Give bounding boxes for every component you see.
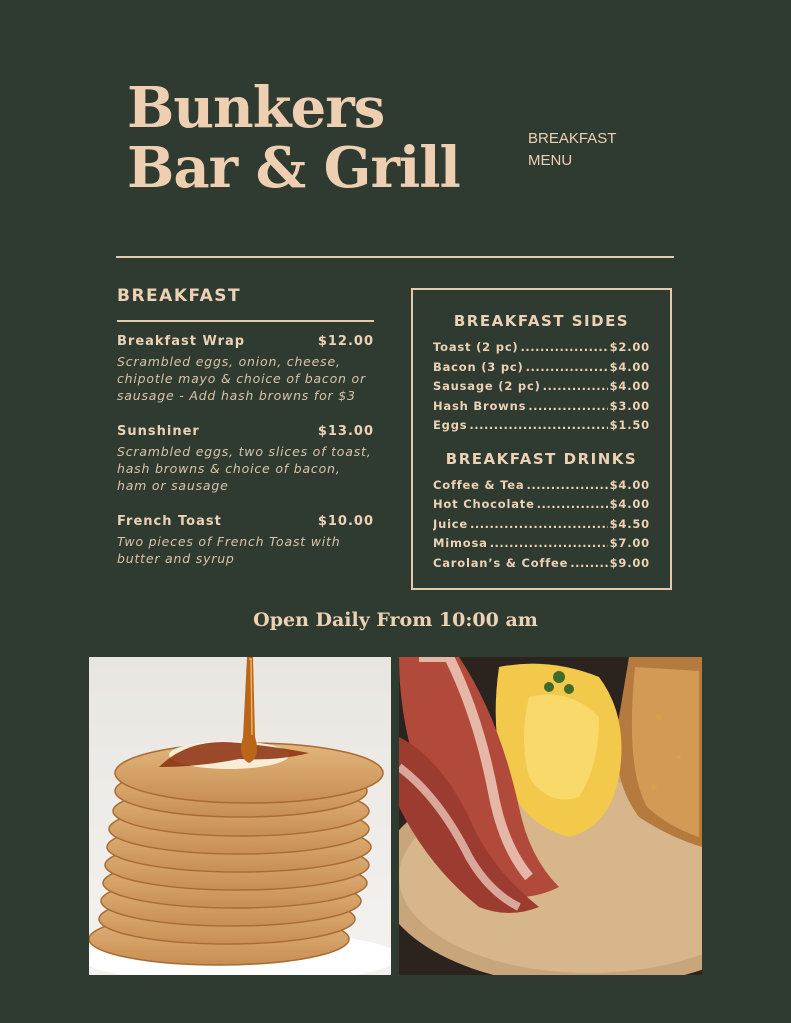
list-item [433,377,650,397]
dot-leader [526,358,608,378]
item-price: $9.00 [609,555,650,570]
list-item [433,515,650,535]
breakfast-heading: BREAKFAST [117,286,242,306]
sides-and-drinks-box [411,288,672,590]
subtitle-line-1: BREAKFAST [528,130,617,147]
item-name: French Toast [117,514,222,529]
item-price: $1.50 [609,418,650,432]
item-name: Toast (2 pc) [433,340,519,354]
menu-item-french-toast [117,514,374,567]
item-name: Juice [433,516,469,531]
breakfast-divider [117,320,374,322]
item-name: Sausage (2 pc) [433,379,541,393]
item-name: Hot Chocolate [433,497,535,511]
title-line-1: Bunkers [127,75,385,141]
item-description: Scrambled eggs, two slices of toast, hash browns & choice of bacon, ham or sausage [117,444,372,493]
dot-leader [469,416,607,436]
list-item [433,416,650,436]
item-price: $4.50 [609,516,650,531]
list-item [433,495,650,515]
item-price: $12.00 [317,334,374,349]
item-price: $10.00 [317,514,374,529]
menu-item-sunshiner [117,424,374,494]
dot-leader [490,534,608,554]
item-price: $7.00 [609,536,650,550]
item-price: $3.00 [609,398,650,413]
restaurant-title [127,75,460,201]
item-name: Eggs [433,418,468,432]
item-price: $4.00 [609,359,650,374]
item-description: Two pieces of French Toast with butter and syrup [117,534,341,566]
list-item [433,534,650,554]
dot-leader [521,338,608,358]
opening-hours: Open Daily From 10:00 am [253,609,538,631]
item-price: $4.00 [609,379,650,393]
bacon-eggs-photo [399,657,702,975]
item-price: $4.00 [609,477,650,492]
dot-leader [470,515,608,535]
dot-leader [537,495,608,515]
subtitle-line-2: MENU [528,152,573,169]
item-price: $13.00 [317,424,374,439]
header-divider [116,256,674,258]
item-name: Carolan’s & Coffee [433,555,569,570]
dot-leader [528,397,607,417]
item-name: Breakfast Wrap [117,334,246,349]
item-name: Sunshiner [117,424,200,439]
sides-heading: BREAKFAST SIDES [453,312,630,330]
pancakes-photo [89,657,391,975]
drinks-heading: BREAKFAST DRINKS [445,449,638,468]
list-item [433,476,650,496]
bacon-eggs-illustration [399,657,702,975]
list-item [433,554,650,574]
dot-leader [570,554,607,574]
dot-leader [526,476,607,496]
breakfast-section [117,286,374,567]
item-price: $2.00 [609,340,650,354]
list-item [433,397,650,417]
item-name: Mimosa [433,536,488,550]
item-price: $4.00 [609,497,650,511]
title-line-2: Bar & Grill [127,135,460,201]
menu-subtitle [528,128,616,172]
item-name: Coffee & Tea [433,477,525,492]
dot-leader [543,377,608,397]
item-name: Bacon (3 pc) [433,359,524,374]
item-description: Scrambled eggs, onion, cheese, chipotle mayo & choice of bacon or sausage - Add hash browns for $3 [117,354,366,403]
list-item [433,338,650,358]
pancakes-illustration [89,657,391,975]
list-item [433,358,650,378]
item-name: Hash Browns [433,398,527,413]
menu-item-breakfast-wrap [117,334,374,404]
